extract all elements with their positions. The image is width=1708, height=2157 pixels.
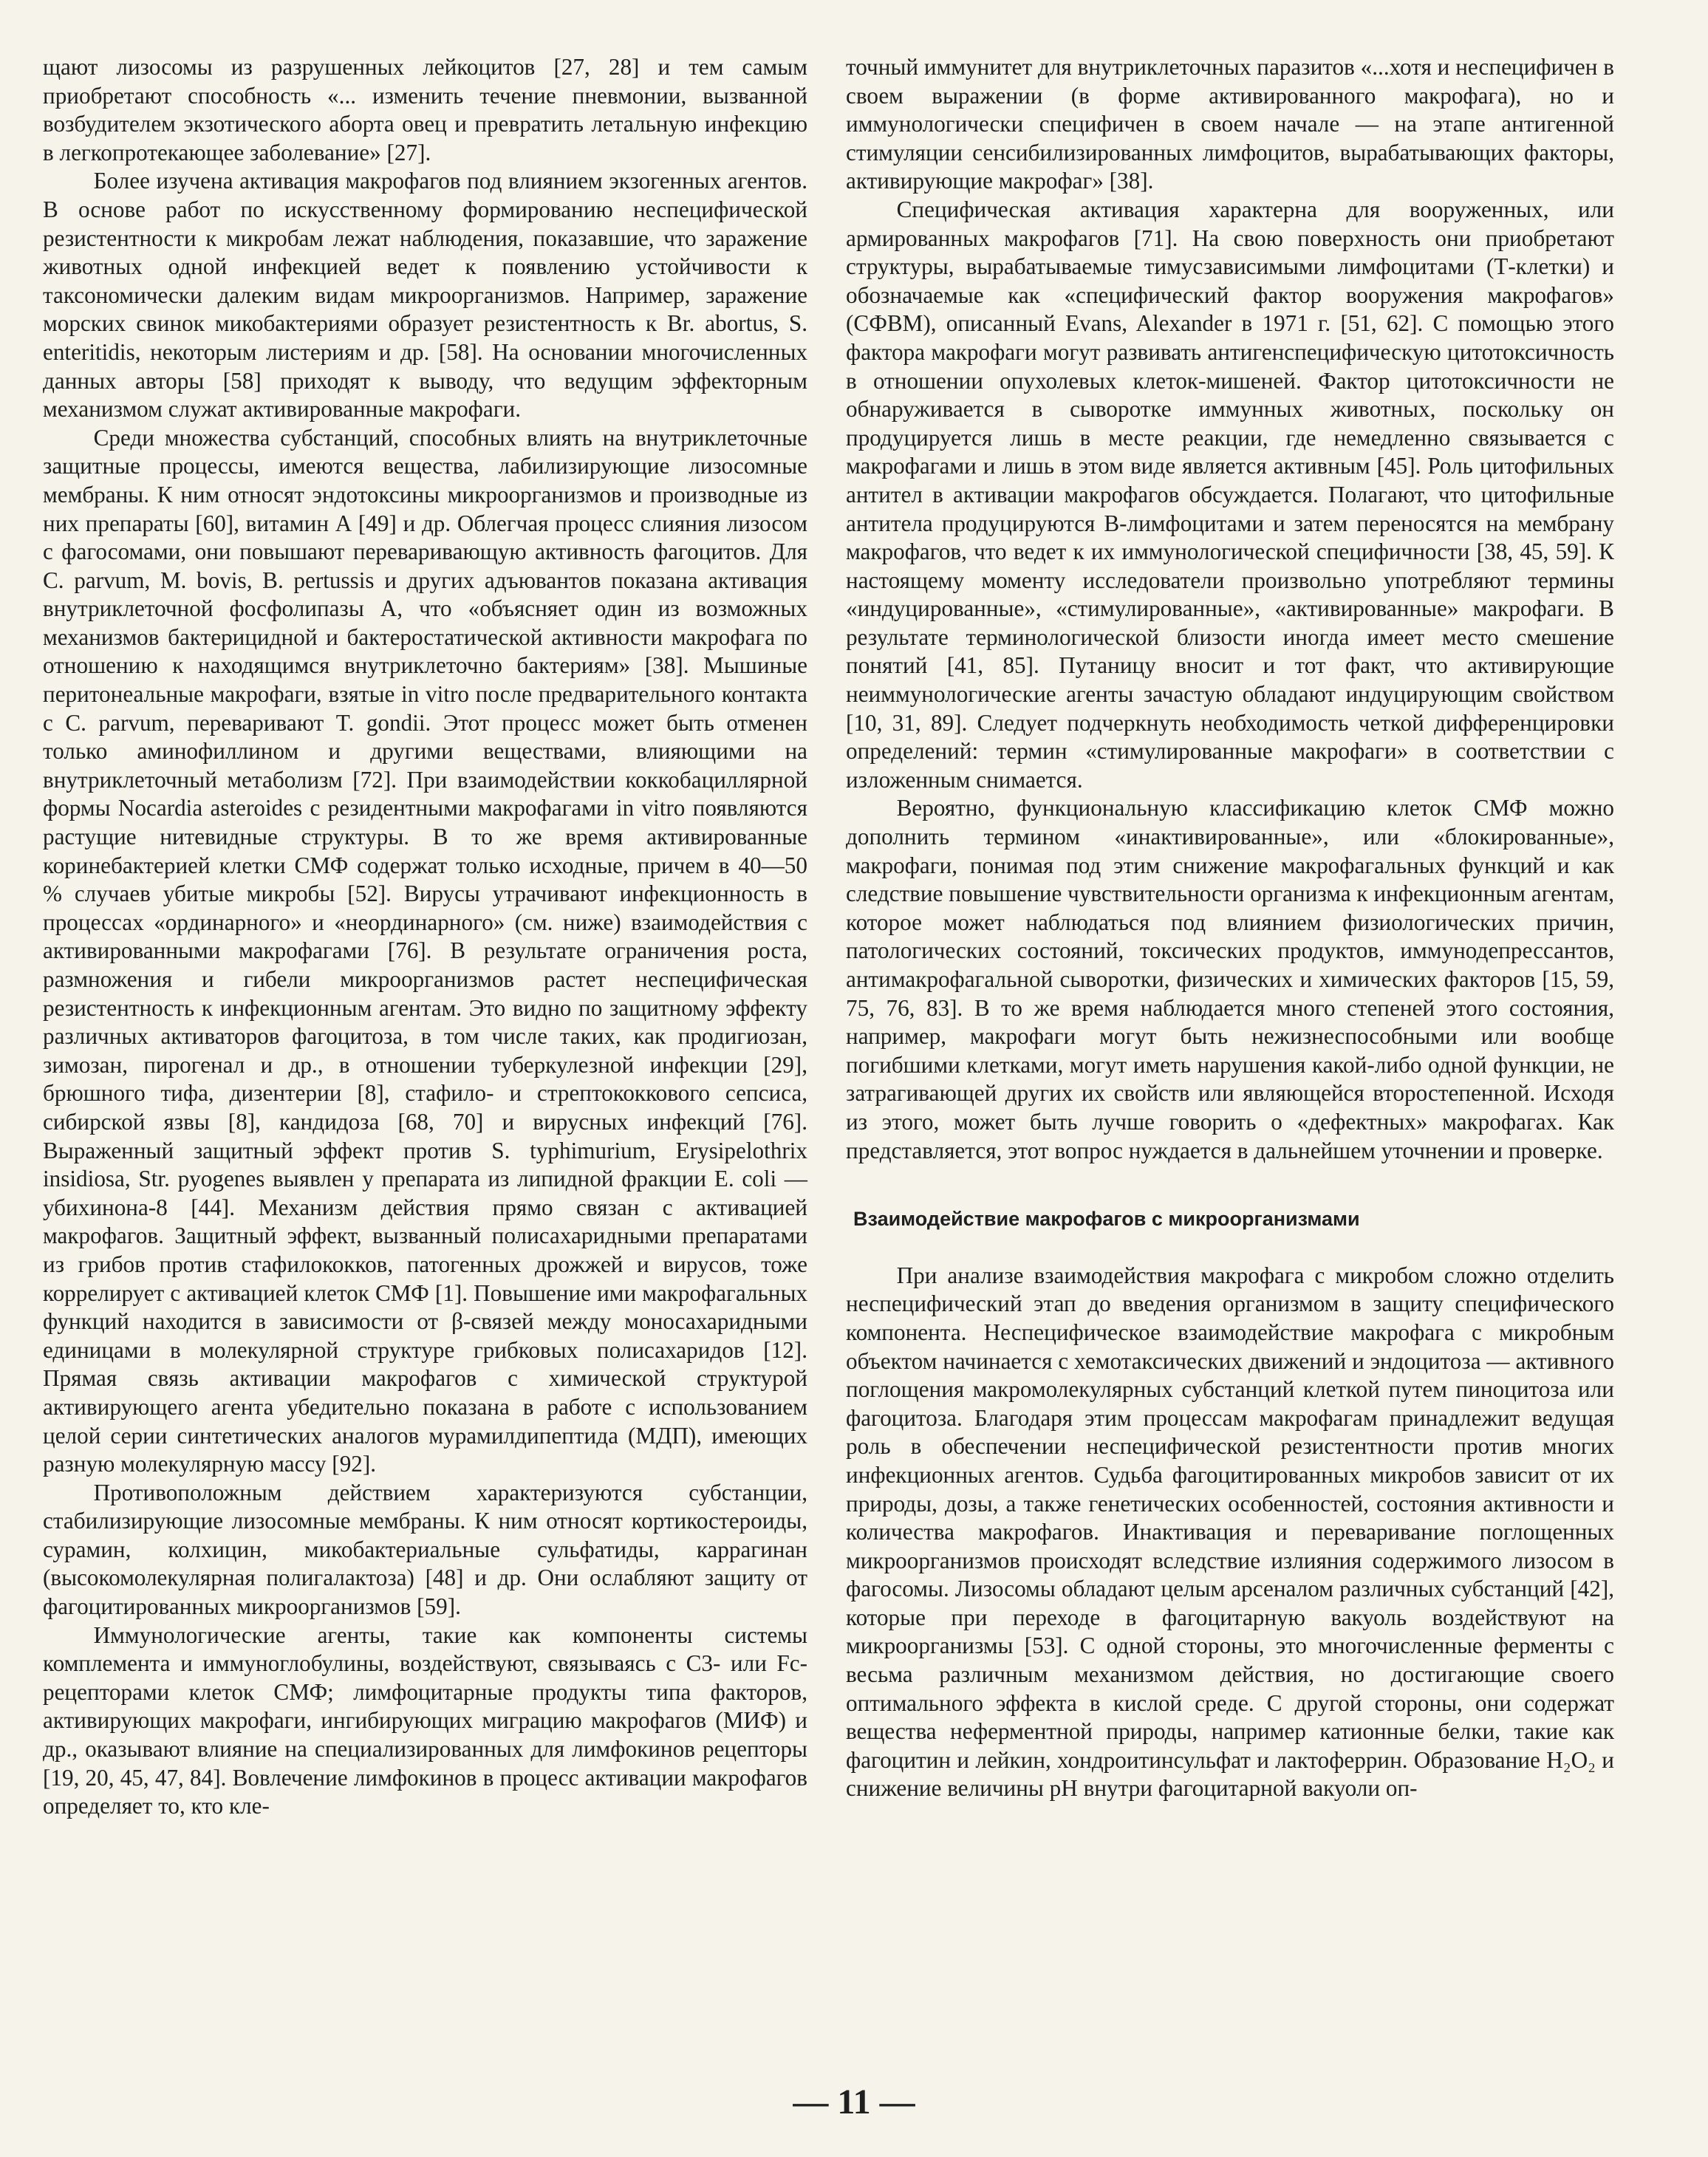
section-heading: Взаимодействие макрофагов с микроорганизмами bbox=[853, 1208, 1360, 1231]
page-number: — 11 — bbox=[793, 2082, 915, 2122]
paragraph: Специфическая активация характерна для вооруженных, или армированных макрофагов [71]. На свою поверхность они приобретают структуры, вырабатываемые тимусзависимыми лимфоцитами (Т-клетки) и обозначаемые как «специфический фактор вооружения макрофагов» (СФВМ), описанный Evans, Alexander в 1971 г. [51, 62]. С помощью этого фактора макрофаги могут развивать антигенспецифическую цитотоксичность в отношении опухолевых клеток-мишеней. Фактор цитотоксичности не обнаруживается в сыворотке иммунных животных, поскольку он продуцируется лишь в месте реакции, где немедленно связывается с макрофагами и лишь в этом виде является активным [45]. Роль цитофильных антител в активации макрофагов обсуждается. Полагают, что цитофильные антитела продуцируются В-лимфоцитами и затем переносятся на мембрану макрофагов, что ведет к их иммунологической специфичности [38, 45, 59]. К настоящему моменту исследователи произвольно употребляют термины «индуцированные», «стимулированные», «активированные» макрофаги. В результате терминологической близости иногда имеет место смешение понятий [41, 85]. Путаницу вносит и тот факт, что активирующие неиммунологические агенты зачастую обладают индуцирующим свойством [10, 31, 89]. Следует подчеркнуть необходимость четкой дифференцировки определений: термин «стимулированные макрофаги» в соответствии с изложенным снимается. bbox=[846, 196, 1614, 793]
right-column bbox=[846, 53, 1614, 1803]
paragraph: При анализе взаимодействия макрофага с микробом сложно отделить неспецифический этап до введения организмом в защиту специфического компонента. Неспецифическое взаимодействие макрофага с микробным объектом начинается с хемотаксических движений и эндоцитоза — активного поглощения макромолекулярных субстанций клеткой путем пиноцитоза или фагоцитоза. Благодаря этим процессам макрофагам принадлежит ведущая роль в обеспечении неспецифической резистентности против многих инфекционных агентов. Судьба фагоцитированных микробов зависит от их природы, дозы, а также генетических особенностей, состояния активности и количества макрофагов. Инактивация и переваривание поглощенных микроорганизмов происходят вследствие излияния содержимого лизосом в фагосомы. Лизосомы обладают целым арсеналом различных субстанций [42], которые при переходе в фагоцитарную вакуоль воздействуют на микроорганизмы [53]. С одной стороны, это многочисленные ферменты с весьма различным механизмом действия, но достигающие своего оптимального эффекта в кислой среде. С другой стороны, они содержат вещества неферментной природы, например катионные белки, такие как фагоцитин и лейкин, хондроитинсульфат и лактоферрин. Образование H₂O₂ и снижение величины pH внутри фагоцитарной вакуоли оп- bbox=[846, 1262, 1614, 1802]
paragraph: Противоположным действием характеризуются субстанции, стабилизирующие лизосомные мембраны. К ним относят кортикостероиды, сурамин, колхицин, микобактериальные сульфатиды, каррагинан (высокомолекулярная полигалактоза) [48] и др. Они ослабляют защиту от фагоцитированных микроорганизмов [59]. bbox=[43, 1479, 807, 1620]
paragraph: Иммунологические агенты, такие как компоненты системы комплемента и иммуноглобулины, воздействуют, связываясь с С3- или Fc-рецепторами клеток СМФ; лимфоцитарные продукты типа факторов, активирующих макрофаги, ингибирующих миграцию макрофагов (МИФ) и др., оказывают влияние на специализированных для лимфокинов рецепторы [19, 20, 45, 47, 84]. Вовлечение лимфокинов в процесс активации макрофагов определяет то, кто кле- bbox=[43, 1621, 807, 1819]
paragraph: Более изучена активация макрофагов под влиянием экзогенных агентов. В основе работ по искусственному формированию неспецифической резистентности к микробам лежат наблюдения, показавшие, что заражение животных одной инфекцией ведет к появлению устойчивости к таксономически далеким видам микроорганизмов. Например, заражение морских свинок микобактериями образует резистентность к Br. abortus, S. enteritidis, некоторым листериям и др. [58]. На основании многочисленных данных авторы [58] приходят к выводу, что ведущим эффекторным механизмом служат активированные макрофаги. bbox=[43, 168, 807, 423]
paragraph: Среди множества субстанций, способных влиять на внутриклеточные защитные процессы, имеются вещества, лабилизирующие лизосомные мембраны. К ним относят эндотоксины микроорганизмов и производные из них препараты [60], витамин А [49] и др. Облегчая процесс слияния лизосом с фагосомами, они повышают переваривающую активность фагоцитов. Для С. parvum, M. bovis, B. pertussis и других адъювантов показана активация внутриклеточной фосфолипазы А, что «объясняет один из возможных механизмов бактерицидной и бактеростатической активности макрофага по отношению к находящимся внутриклеточно бактериям» [38]. Мышиные перитонеальные макрофаги, взятые in vitro после предварительного контакта с С. parvum, переваривают T. gondii. Этот процесс может быть отменен только аминофиллином и другими веществами, влияющими на внутриклеточный метаболизм [72]. При взаимодействии коккобациллярной формы Nocardia asteroides с резидентными макрофагами in vitro появляются растущие нитевидные структуры. В то же время активированные коринебактерией клетки СМФ содержат только исходные, причем в 40—50 % случаев убитые микробы [52]. Вирусы утрачивают инфекционность в процессах «ординарного» и «неординарного» (см. ниже) взаимодействия с активированными макрофагами [76]. В результате ограничения роста, размножения и гибели микроорганизмов растет неспецифическая резистентность к инфекционным агентам. Это видно по защитному эффекту различных активаторов фагоцитоза, в том числе таких, как продигиозан, зимозан, пирогенал и др., в отношении туберкулезной инфекции [29], брюшного тифа, дизентерии [8], стафило- и стрептококкового сепсиса, сибирской язвы [8], кандидоза [68, 70] и вирусных инфекций [76]. Выраженный защитный эффект против S. typhimurium, Erysipelothrix insidiosa, Str. pyogenes выявлен у препарата из липидной фракции E. coli — убихинона-8 [44]. Механизм действия прямо связан с активацией макрофагов. Защитный эффект, вызванный полисахаридными препаратами из грибов против стафилококков, патогенных дрожжей и вирусов, тоже коррелирует с активацией клеток СМФ [1]. Повышение ими макрофагальных функций находится в зависимости от β-связей между моносахаридными единицами в молекулярной структуре грибковых полисахаридов [12]. Прямая связь активации макрофагов с химической структурой активирующего агента убедительно показана в работе с использованием целой серии синтетических аналогов мурамилдипептида (МДП), имеющих разную молекулярную массу [92]. bbox=[43, 424, 807, 1477]
left-column bbox=[43, 53, 807, 1821]
paragraph: Вероятно, функциональную классификацию клеток СМФ можно дополнить термином «инактивированные», или «блокированные», макрофаги, понимая под этим снижение макрофагальных функций и как следствие повышение чувствительности организма к инфекционным агентам, которое может наблюдаться под влиянием физиологических причин, патологических состояний, токсических продуктов, иммунодепрессантов, антимакрофагальной сыворотки, физических и химических факторов [15, 59, 75, 76, 83]. В то же время наблюдается много степеней этого состояния, например, макрофаги могут быть нежизнеспособными или вообще погибшими клетками, могут иметь нарушения какой-либо одной функции, не затрагивающей других их свойств или являющейся второстепенной. Исходя из этого, может быть лучше говорить о «дефектных» макрофагах. Как представляется, этот вопрос нуждается в дальнейшем уточнении и проверке. bbox=[846, 795, 1614, 1163]
paragraph: щают лизосомы из разрушенных лейкоцитов [27, 28] и тем самым приобретают способность «... изменить течение пневмонии, вызванной возбудителем экзотического аборта овец и превратить летальную инфекцию в легкопротекающее заболевание» [27]. bbox=[43, 54, 807, 165]
paragraph: точный иммунитет для внутриклеточных паразитов «...хотя и неспецифичен в своем выражении (в форме активированного макрофага), но и иммунологически специфичен в своем начале — на этапе антигенной стимуляции сенсибилизированных лимфоцитов, вырабатывающих факторы, активирующие макрофаг» [38]. bbox=[846, 54, 1614, 194]
